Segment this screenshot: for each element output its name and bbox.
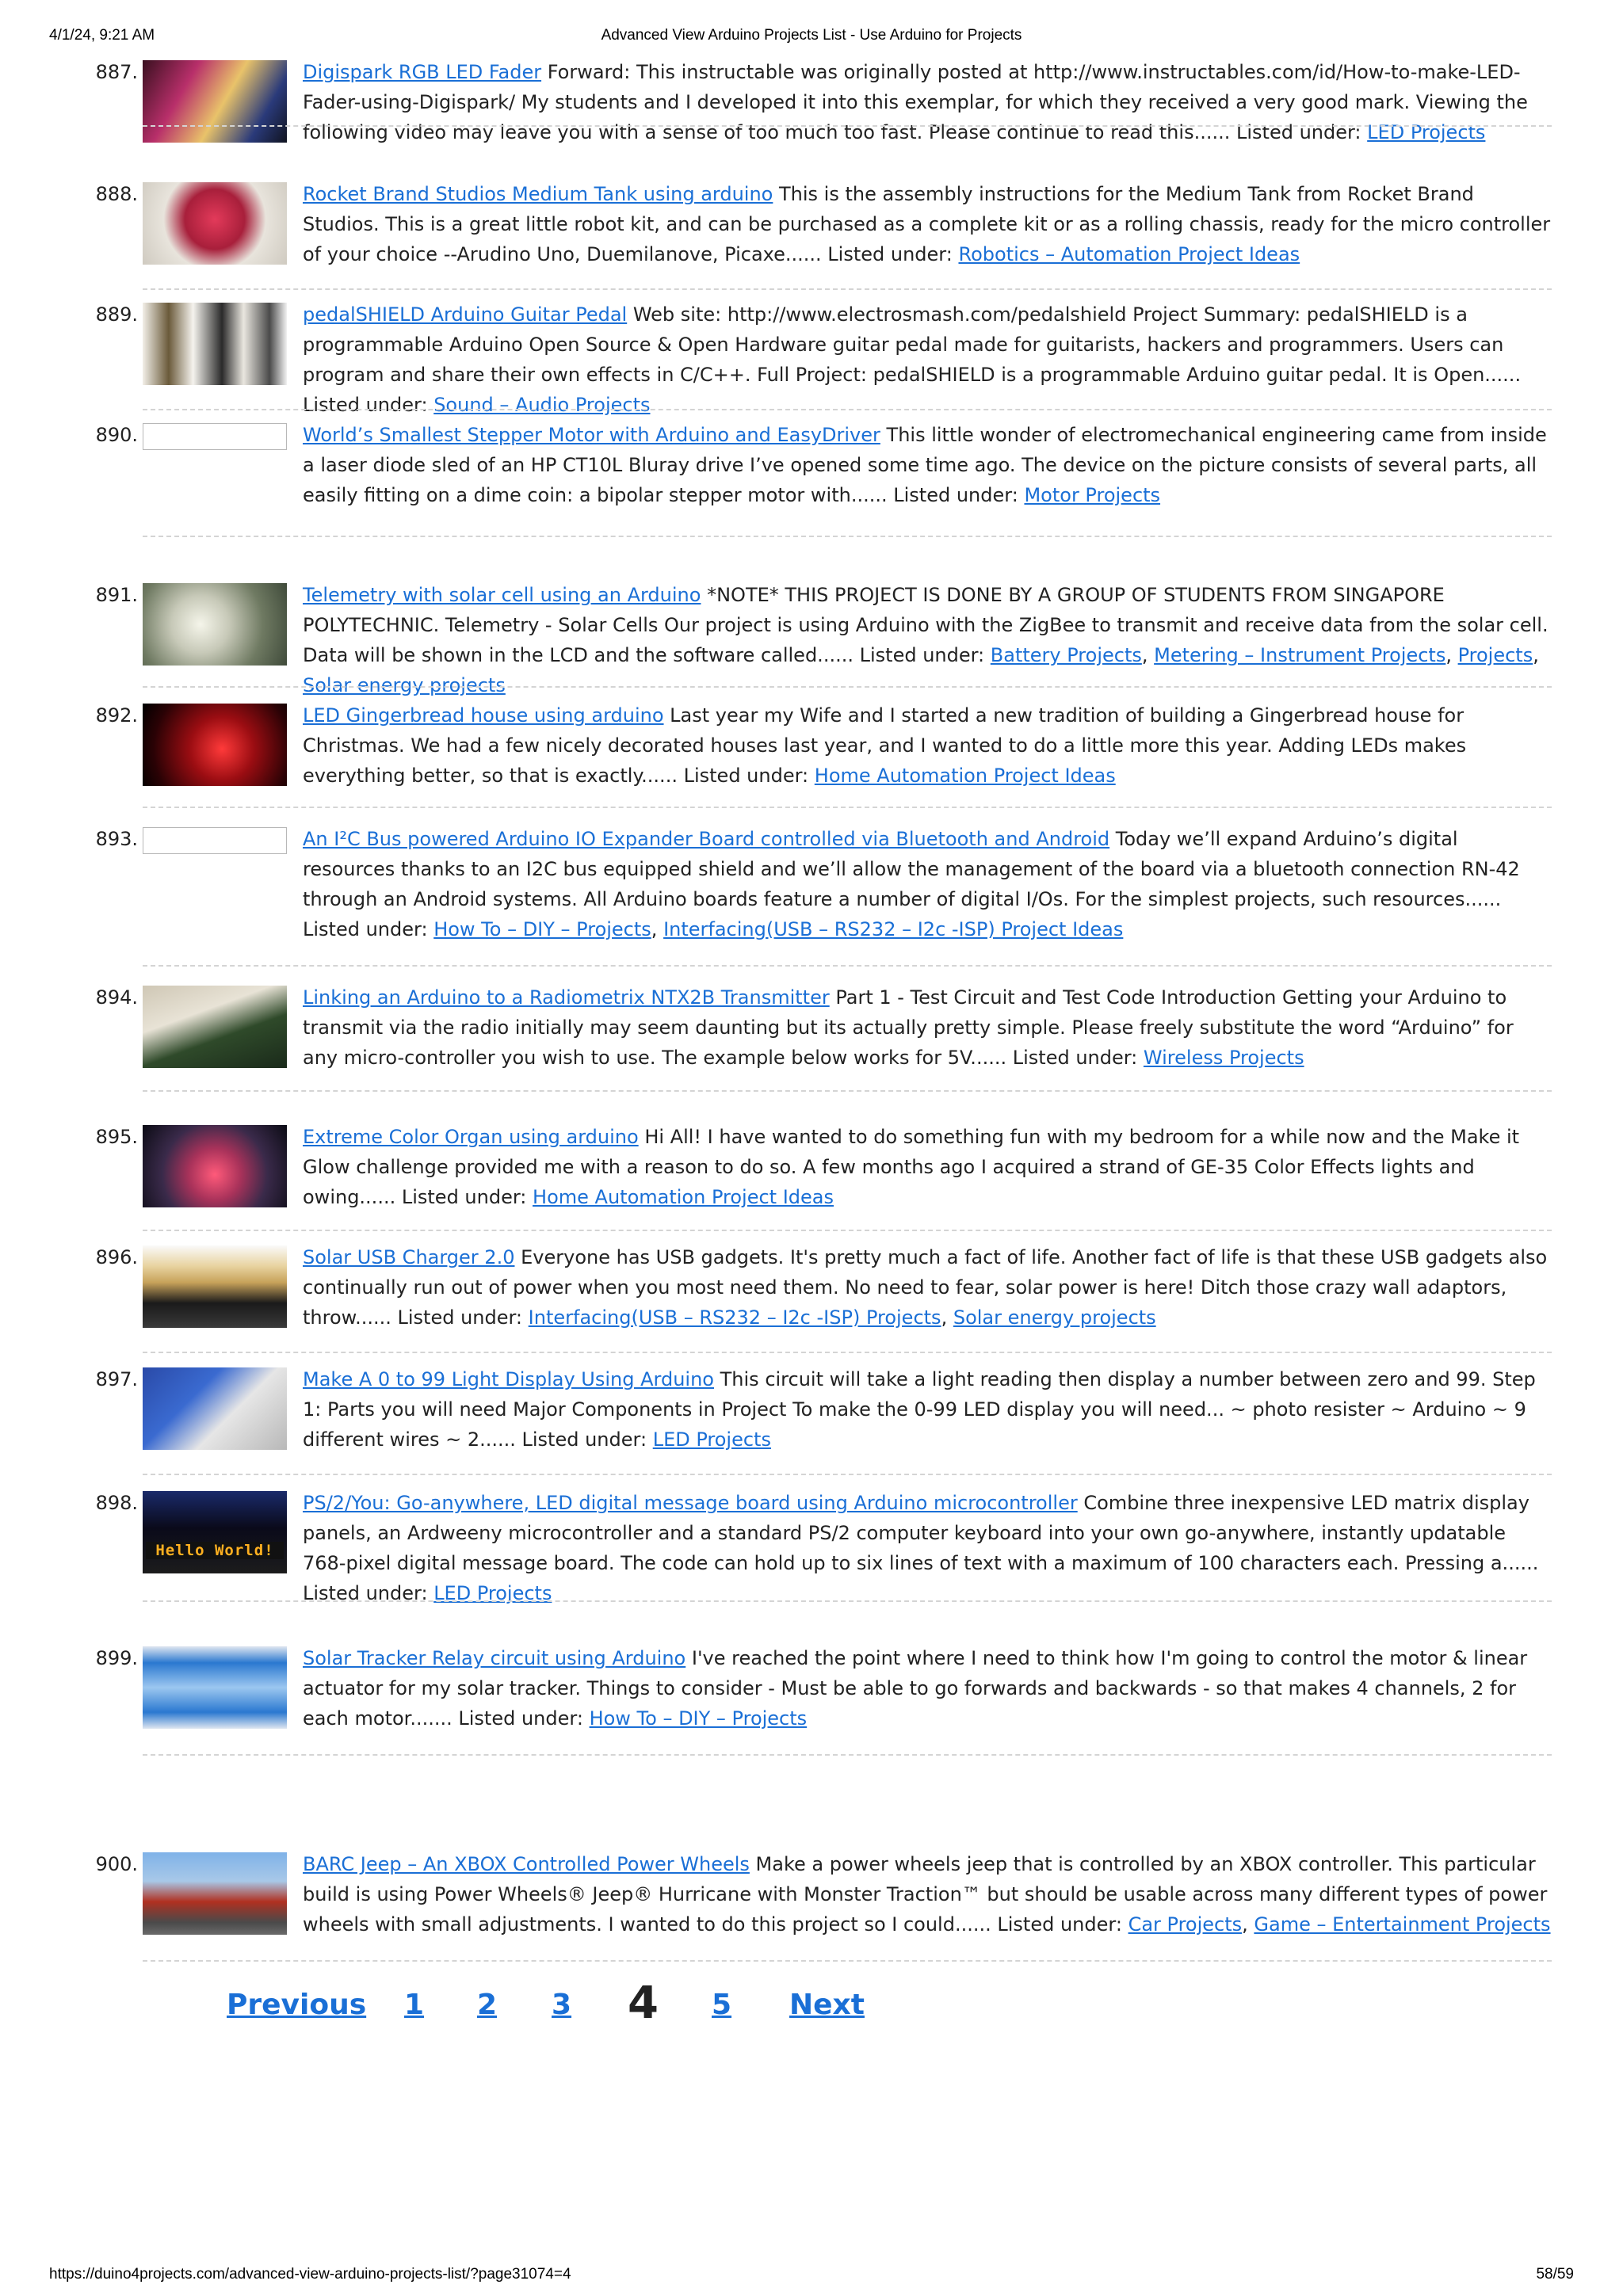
project-description: Last year my Wife and I started a new tradition of building a Gingerbread house for Christmas. We had a few nicely decorated houses last year, and I wanted to do a little more this year. Adding LEDs makes everything better, so that is exactly...... <box>303 704 1467 787</box>
project-thumbnail[interactable] <box>143 303 287 385</box>
project-title-link[interactable]: An I²C Bus powered Arduino IO Expander Board controlled via Bluetooth and Android <box>303 828 1110 850</box>
project-title-link[interactable]: LED Gingerbread house using arduino <box>303 704 664 727</box>
project-description: Combine three inexpensive LED matrix display panels, an Ardweeny microcontroller and a standard PS/2 computer keyboard into your own go-anywhere, instantly updatable 768-pixel digital message board. The code can hold up to six lines of text with a maximum of 100 characters each. Pressing a...... <box>303 1492 1539 1574</box>
project-description: Everyone has USB gadgets. It's pretty much a fact of life. Another fact of life is that these USB gadgets also continually run out of power when you most need them. No need to fear, solar power is here! Ditch those crazy wall adaptors, throw...... <box>303 1246 1548 1329</box>
item-number: 899. <box>95 1647 138 1669</box>
item-number: 893. <box>95 828 138 850</box>
project-thumbnail[interactable] <box>143 986 287 1068</box>
item-separator <box>143 1230 1552 1231</box>
item-number: 892. <box>95 704 138 727</box>
listed-under-label: Listed under: <box>303 394 428 416</box>
item-number: 894. <box>95 986 138 1009</box>
category-link[interactable]: Projects <box>1457 644 1533 666</box>
print-url: https://duino4projects.com/advanced-view-arduino-projects-list/?page31074=4 <box>49 2266 571 2283</box>
project-thumbnail[interactable] <box>143 704 287 786</box>
print-footer <box>49 2266 1574 2290</box>
project-title-link[interactable]: Linking an Arduino to a Radiometrix NTX2B Transmitter <box>303 986 830 1009</box>
listed-under-label: Listed under: <box>401 1186 527 1208</box>
listed-under-label: Listed under: <box>521 1428 647 1451</box>
print-header <box>49 27 1574 51</box>
category-link[interactable]: Home Automation Project Ideas <box>814 765 1116 787</box>
pagination-page-2[interactable]: 2 <box>477 1989 498 2021</box>
item-separator <box>143 1754 1552 1756</box>
category-link[interactable]: Metering – Instrument Projects <box>1154 644 1446 666</box>
item-number: 889. <box>95 303 138 326</box>
project-thumbnail[interactable] <box>143 1646 287 1729</box>
listed-under-label: Listed under: <box>303 1582 428 1604</box>
listed-under-label: Listed under: <box>997 1913 1122 1936</box>
category-link[interactable]: How To – DIY – Projects <box>589 1707 808 1730</box>
item-number: 888. <box>95 183 138 205</box>
item-number: 896. <box>95 1246 138 1268</box>
category-link[interactable]: How To – DIY – Projects <box>433 918 651 940</box>
listed-under-label: Listed under: <box>859 644 985 666</box>
category-link[interactable]: Battery Projects <box>990 644 1142 666</box>
listed-under-label: Listed under: <box>1012 1047 1138 1069</box>
item-separator <box>143 1090 1552 1092</box>
category-link[interactable]: Motor Projects <box>1024 484 1161 506</box>
project-thumbnail[interactable] <box>143 1852 287 1935</box>
project-title-link[interactable]: Solar Tracker Relay circuit using Arduino <box>303 1647 686 1669</box>
item-body <box>303 1643 1553 1733</box>
item-body <box>303 1364 1553 1455</box>
listed-under-label: Listed under: <box>827 243 953 265</box>
project-description: Make a power wheels jeep that is controlled by an XBOX controller. This particular build is using Power Wheels® Jeep® Hurricane with Monster Traction™ but should be usable across many different types of power wheels with small adjustments. I wanted to do this project so I could...... <box>303 1853 1548 1936</box>
item-body: An I²C Bus powered Arduino IO Expander Board controlled via Bluetooth and Android Today we’ll expand Arduino’s digital resources thanks to an I2C bus equipped shield and we’ll allow the management of the board via a bluetooth connection RN-42 through an Android systems. All Arduino boards feature a number of digital I/Os. For the simplest projects, such resources...... Listed under: How To – DIY – Projects, Interfacing(USB – RS232 – I2c -ISP) Project Ideas <box>303 828 1520 940</box>
project-description: Hi All! I have wanted to do something fun with my bedroom for a while now and the Make it Glow challenge provided me with a reason to do so. A few months ago I acquired a strand of GE-35 Color Effects lights and owing...... <box>303 1126 1520 1208</box>
item-number: 890. <box>95 424 138 446</box>
category-link[interactable]: Solar energy projects <box>303 674 506 696</box>
item-body <box>303 420 1553 510</box>
item-number: 898. <box>95 1492 138 1514</box>
category-link[interactable]: Solar energy projects <box>953 1306 1156 1329</box>
item-number: 891. <box>95 584 138 606</box>
project-title-link[interactable]: Digispark RGB LED Fader <box>303 61 542 83</box>
print-page-number: 58/59 <box>1536 2266 1574 2283</box>
item-separator <box>143 1600 1552 1602</box>
project-thumbnail[interactable] <box>143 1245 287 1328</box>
item-body <box>303 700 1553 791</box>
pagination-page-1[interactable]: 1 <box>404 1989 425 2021</box>
item-number: 887. <box>95 61 138 83</box>
item-body <box>303 1122 1553 1212</box>
print-page-title: Advanced View Arduino Projects List - Use Arduino for Projects <box>601 27 1022 44</box>
category-link[interactable]: Interfacing(USB – RS232 – I2c -ISP) Projects <box>528 1306 941 1329</box>
pagination-previous[interactable]: Previous <box>227 1989 367 2021</box>
project-thumbnail[interactable] <box>143 182 287 265</box>
project-title-link[interactable]: Extreme Color Organ using arduino <box>303 1126 639 1148</box>
item-separator <box>143 288 1552 290</box>
project-thumbnail[interactable] <box>143 583 287 666</box>
item-body <box>303 1488 1553 1608</box>
listed-under-label: Listed under: <box>397 1306 523 1329</box>
project-description: Web site: http://www.electrosmash.com/pedalshield Project Summary: pedalSHIELD is a programmable Arduino Open Source & Open Hardware guitar pedal made for guitarists, hackers and programmers. Users can program and share their own effects in C/C++. Full Project: pedalSHIELD is a programmable Arduino guitar pedal. It is Open...... <box>303 303 1522 386</box>
item-separator <box>143 965 1552 967</box>
listed-under-label: Listed under: <box>1235 121 1361 143</box>
item-body: BARC Jeep – An XBOX Controlled Power Wheels Make a power wheels jeep that is controlled by an XBOX controller. This particular build is using Power Wheels® Jeep® Hurricane with Monster Traction™ but should be usable across many different types of power wheels with small adjustments. I wanted to do this project so I could...... Listed under: Car Projects, Game – Entertainment Projects <box>303 1853 1551 1936</box>
project-description: *NOTE* THIS PROJECT IS DONE BY A GROUP OF STUDENTS FROM SINGAPORE POLYTECHNIC. Telemetry - Solar Cells Our project is using Arduino with the ZigBee to transmit and receive data from the solar cell. Data will be shown in the LCD and the software called...... <box>303 584 1549 666</box>
item-body <box>303 299 1553 420</box>
listed-under-label: Listed under: <box>458 1707 583 1730</box>
project-title-link[interactable]: Make A 0 to 99 Light Display Using Arduino <box>303 1368 714 1390</box>
pagination-current-page: 4 <box>628 1978 659 2029</box>
listed-under-label: Listed under: <box>683 765 809 787</box>
item-body: Solar USB Charger 2.0 Everyone has USB gadgets. It's pretty much a fact of life. Another fact of life is that these USB gadgets also continually run out of power when you most need them. No need to fear, solar power is here! Ditch those crazy wall adaptors, throw...... Listed under: Interfacing(USB – RS232 – I2c -ISP) Projects, Solar energy projects <box>303 1246 1548 1329</box>
item-separator <box>143 1474 1552 1475</box>
project-title-link[interactable]: World’s Smallest Stepper Motor with Arduino and EasyDriver <box>303 424 880 446</box>
category-link[interactable]: LED Projects <box>652 1428 771 1451</box>
broken-image-icon[interactable] <box>143 827 287 854</box>
project-title-link[interactable]: Solar USB Charger 2.0 <box>303 1246 515 1268</box>
project-thumbnail[interactable] <box>143 1125 287 1207</box>
project-description: This circuit will take a light reading then display a number between zero and 99. Step 1: Parts you will need Major Components in Project To make the 0-99 LED display you will need... ~ photo resister ~ Arduino ~ 9 different wires ~ 2...... <box>303 1368 1536 1451</box>
project-title-link[interactable]: Telemetry with solar cell using an Arduino <box>303 584 701 606</box>
pagination-next[interactable]: Next <box>789 1989 865 2021</box>
category-link[interactable]: LED Projects <box>1367 121 1486 143</box>
category-link[interactable]: Car Projects <box>1128 1913 1243 1936</box>
thumbnail-led-text: Hello World! <box>146 1542 284 1559</box>
category-link[interactable]: LED Projects <box>433 1582 552 1604</box>
item-separator <box>143 409 1552 410</box>
project-description: This little wonder of electromechanical engineering came from inside a laser diode sled of an HP CT10L Bluray drive I’ve opened some time ago. The device on the picture consists of several parts, all easily fitting on a dime coin: a bipolar stepper motor with...... <box>303 424 1547 506</box>
broken-image-icon[interactable] <box>143 423 287 450</box>
category-link[interactable]: Home Automation Project Ideas <box>533 1186 834 1208</box>
item-separator <box>143 686 1552 688</box>
project-thumbnail[interactable] <box>143 1491 287 1573</box>
project-title-link[interactable]: PS/2/You: Go-anywhere, LED digital message board using Arduino microcontroller <box>303 1492 1078 1514</box>
item-number: 897. <box>95 1368 138 1390</box>
item-separator <box>143 807 1552 808</box>
project-title-link[interactable]: Rocket Brand Studios Medium Tank using arduino <box>303 183 773 205</box>
pagination-page-3[interactable]: 3 <box>552 1989 572 2021</box>
category-link[interactable]: Sound – Audio Projects <box>433 394 651 416</box>
listed-under-label: Listed under: <box>303 918 428 940</box>
item-body <box>303 57 1553 147</box>
item-body <box>303 982 1553 1073</box>
project-description: I've reached the point where I need to think how I'm going to control the motor & linear actuator for my solar tracker. Things to consider - Must be able to go forwards and backwards - so that makes 4 channels, 2 for each motor....... <box>303 1647 1528 1730</box>
item-separator <box>143 536 1552 537</box>
pagination-page-5[interactable]: 5 <box>712 1989 732 2021</box>
item-separator <box>143 1352 1552 1353</box>
project-description: Today we’ll expand Arduino’s digital resources thanks to an I2C bus equipped shield and we’ll allow the management of the board via a bluetooth connection RN-42 through an Android systems. All Arduino boards feature a number of digital I/Os. For the simplest projects, such resources...... <box>303 828 1520 910</box>
category-link[interactable]: Robotics – Automation Project Ideas <box>958 243 1300 265</box>
item-body <box>303 179 1553 269</box>
project-thumbnail[interactable] <box>143 60 287 143</box>
item-separator <box>143 1960 1552 1962</box>
item-body: Telemetry with solar cell using an Arduino *NOTE* THIS PROJECT IS DONE BY A GROUP OF STUDENTS FROM SINGAPORE POLYTECHNIC. Telemetry - Solar Cells Our project is using Arduino with the ZigBee to transmit and receive data from the solar cell. Data will be shown in the LCD and the software called...... Listed under: Battery Projects, Metering – Instrument Projects, Projects, Solar energy projects <box>303 584 1549 696</box>
project-title-link[interactable]: BARC Jeep – An XBOX Controlled Power Wheels <box>303 1853 750 1875</box>
project-title-link[interactable]: pedalSHIELD Arduino Guitar Pedal <box>303 303 628 326</box>
project-description: Forward: This instructable was originally posted at http://www.instructables.com/id/How-to-make-LED-Fader-using-Digispark/ My students and I developed it into this exemplar, for which they received a very good mark. Viewing the following video may leave you with a sense of too much too fast. Please continue to read this...... <box>303 61 1528 143</box>
category-link[interactable]: Wireless Projects <box>1143 1047 1304 1069</box>
item-number: 895. <box>95 1126 138 1148</box>
project-thumbnail[interactable] <box>143 1367 287 1450</box>
category-link[interactable]: Interfacing(USB – RS232 – I2c -ISP) Project Ideas <box>663 918 1124 940</box>
item-number: 900. <box>95 1853 138 1875</box>
listed-under-label: Listed under: <box>893 484 1018 506</box>
item-separator <box>143 125 1552 127</box>
project-description: Part 1 - Test Circuit and Test Code Introduction Getting your Arduino to transmit via the radio initially may seem daunting but its actually pretty simple. Please freely substitute the word “Arduino” for any micro-controller you wish to use. The example below works for 5V...... <box>303 986 1514 1069</box>
print-datetime: 4/1/24, 9:21 AM <box>49 27 155 44</box>
category-link[interactable]: Game – Entertainment Projects <box>1254 1913 1551 1936</box>
project-description: This is the assembly instructions for the Medium Tank from Rocket Brand Studios. This is a great little robot kit, and can be purchased as a complete kit or as a rolling chassis, ready for the micro controller of your choice --Arudino Uno, Duemilanove, Picaxe...... <box>303 183 1551 265</box>
